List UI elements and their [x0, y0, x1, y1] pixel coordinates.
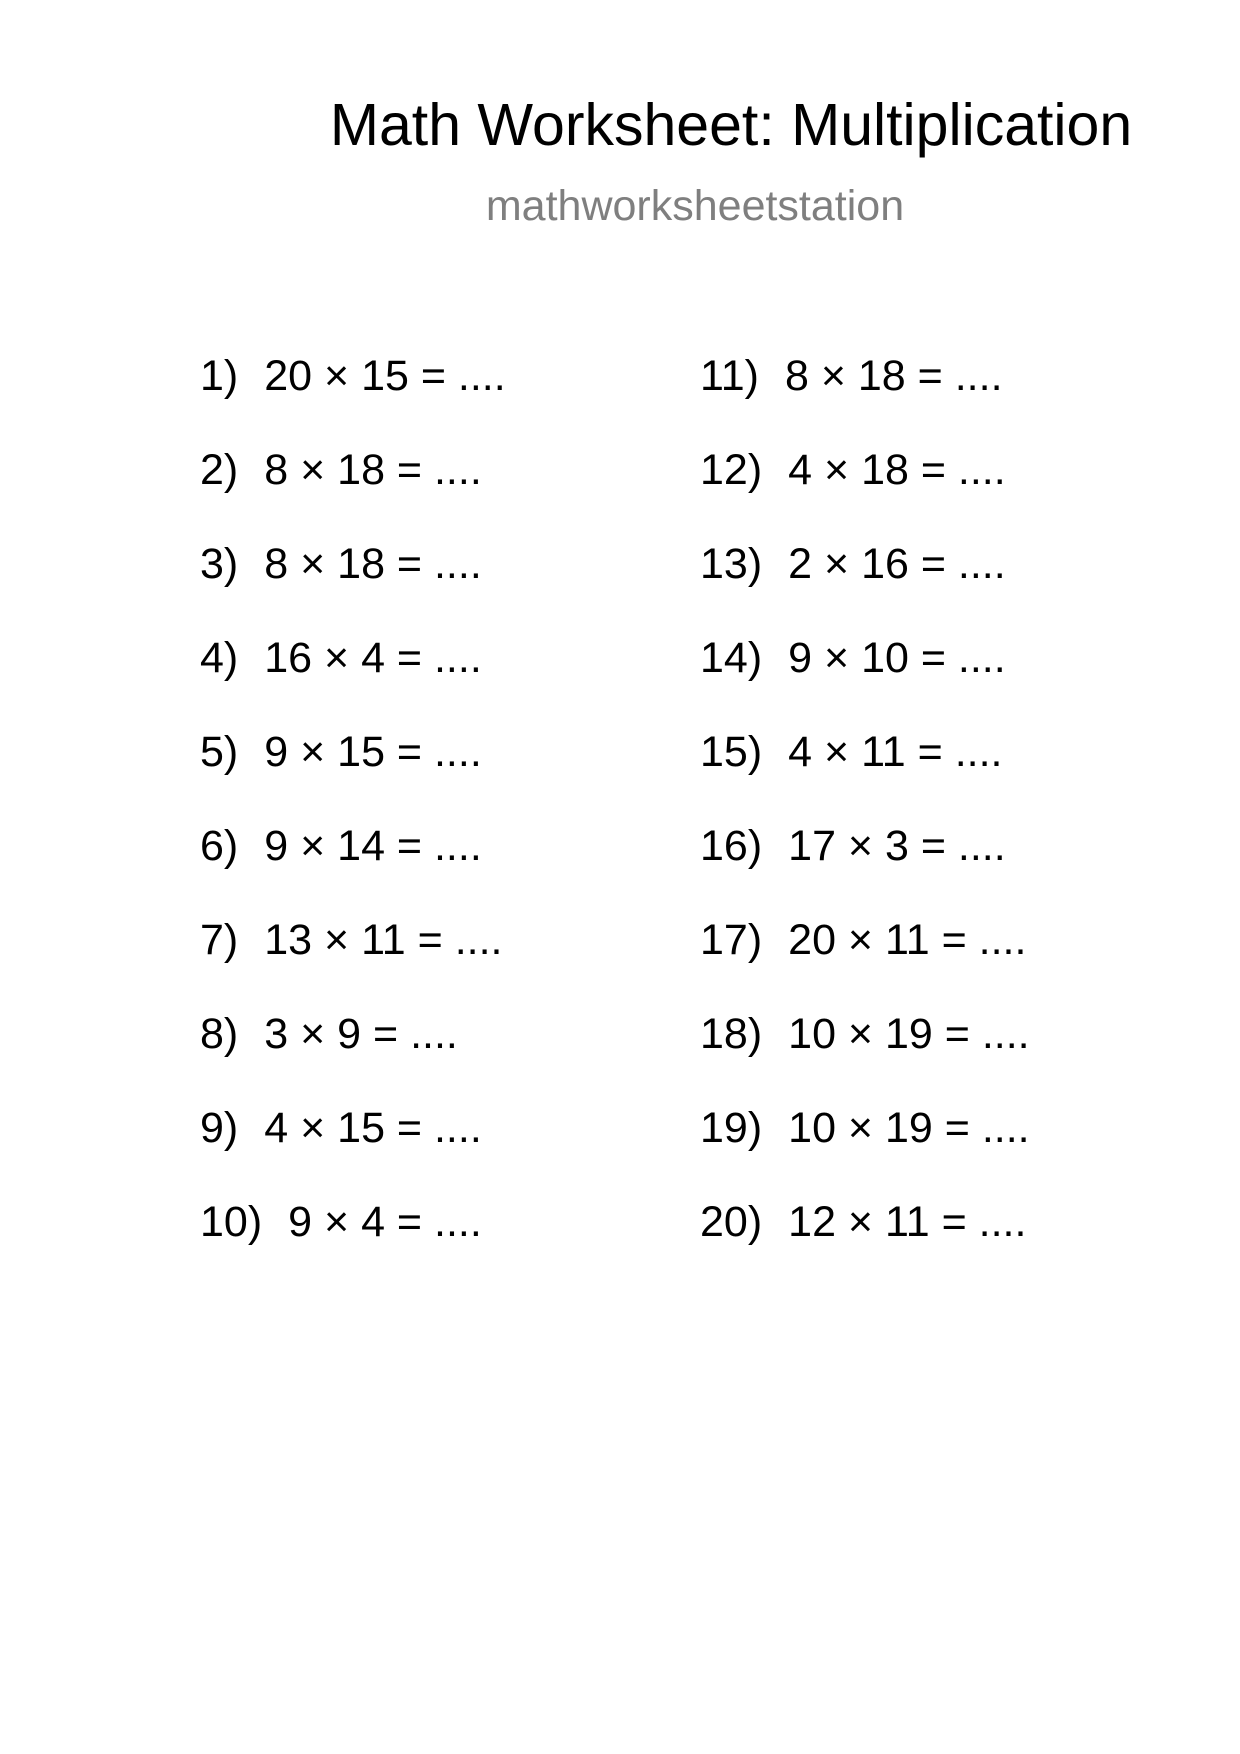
problem-expression: 17 × 3 = ....: [788, 822, 1006, 870]
worksheet-title: Math Worksheet: Multiplication: [329, 92, 1133, 158]
worksheet-subtitle: mathworksheetstation: [485, 182, 905, 230]
problem-expression: 8 × 18 = ....: [784, 352, 1003, 400]
problem-number: 5): [200, 728, 239, 776]
problem-number: 7): [200, 916, 239, 964]
problem-expression: 4 × 18 = ....: [788, 446, 1006, 494]
problem-item: [700, 540, 1006, 588]
problem-expression: 9 × 10 = ....: [788, 634, 1006, 682]
problem-number: 1): [200, 352, 239, 400]
problem-item: [700, 352, 1003, 400]
problem-number: 16): [700, 822, 763, 870]
problem-expression: 20 × 11 = ....: [788, 916, 1027, 964]
problem-expression: 4 × 15 = ....: [264, 1104, 482, 1152]
problem-item: [700, 446, 1006, 494]
problem-number: 12): [700, 446, 763, 494]
problem-item: [700, 1198, 1027, 1246]
problem-expression: 12 × 11 = ....: [788, 1198, 1027, 1246]
problem-expression: 2 × 16 = ....: [788, 540, 1006, 588]
problem-number: 13): [700, 540, 763, 588]
problem-expression: 9 × 4 = ....: [288, 1198, 482, 1246]
problem-expression: 13 × 11 = ....: [264, 916, 503, 964]
problem-expression: 9 × 15 = ....: [264, 728, 482, 776]
problem-item: [200, 1198, 482, 1246]
problem-expression: 8 × 18 = ....: [264, 446, 482, 494]
problem-expression: 10 × 19 = ....: [788, 1104, 1030, 1152]
problem-number: 3): [200, 540, 239, 588]
problem-expression: 16 × 4 = ....: [264, 634, 482, 682]
problem-number: 11): [700, 352, 759, 400]
problem-item: [700, 728, 1003, 776]
problem-expression: 20 × 15 = ....: [264, 352, 506, 400]
problem-item: [700, 634, 1006, 682]
problem-item: [700, 1104, 1030, 1152]
problem-number: 8): [200, 1010, 239, 1058]
problem-expression: 8 × 18 = ....: [264, 540, 482, 588]
problem-number: 2): [200, 446, 239, 494]
problem-expression: 10 × 19 = ....: [788, 1010, 1030, 1058]
problem-item: [200, 1104, 482, 1152]
problem-number: 6): [200, 822, 239, 870]
problem-item: [200, 352, 506, 400]
problem-number: 9): [200, 1104, 239, 1152]
problem-item: [200, 728, 482, 776]
problem-number: 17): [700, 916, 763, 964]
problem-expression: 9 × 14 = ....: [264, 822, 482, 870]
problem-number: 20): [700, 1198, 763, 1246]
problem-item: [200, 1010, 458, 1058]
problem-item: [200, 446, 482, 494]
problem-number: 19): [700, 1104, 763, 1152]
problem-item: [700, 1010, 1030, 1058]
problem-item: [200, 822, 482, 870]
problem-item: [200, 634, 482, 682]
problem-number: 14): [700, 634, 763, 682]
problem-item: [700, 822, 1006, 870]
problem-number: 10): [200, 1198, 263, 1246]
problem-number: 4): [200, 634, 239, 682]
problem-item: [200, 540, 482, 588]
problem-number: 15): [700, 728, 763, 776]
problem-item: [700, 916, 1027, 964]
problem-expression: 3 × 9 = ....: [264, 1010, 458, 1058]
problem-item: [200, 916, 503, 964]
problem-expression: 4 × 11 = ....: [788, 728, 1003, 776]
problem-number: 18): [700, 1010, 763, 1058]
